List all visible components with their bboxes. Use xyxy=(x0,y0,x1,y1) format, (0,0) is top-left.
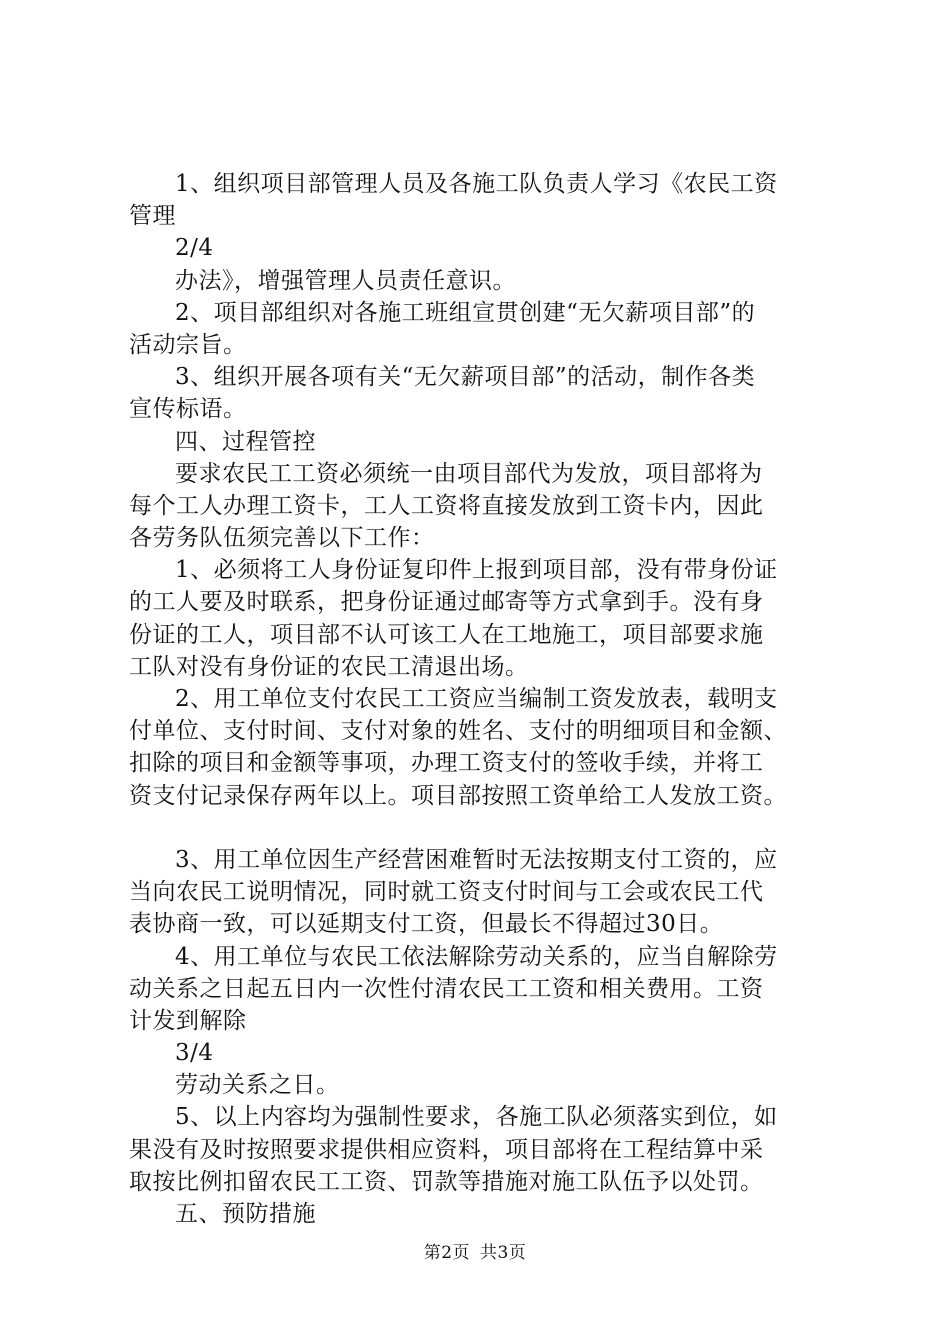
text-line: 五、预防措施 xyxy=(175,1201,316,1227)
text-line: 付单位、支付时间、支付对象的姓名、支付的明细项目和金额、 xyxy=(129,718,787,745)
text-line: 2、用工单位支付农民工工资应当编制工资发放表，载明支 xyxy=(175,686,778,712)
document-body xyxy=(129,168,849,1230)
text-line: 5、以上内容均为强制性要求，各施工队必须落实到位，如 xyxy=(175,1104,778,1131)
text-line: 1、必须将工人身份证复印件上报到项目部，没有带身份证 xyxy=(175,557,778,584)
text-line: 计发到解除 xyxy=(129,1007,247,1034)
blank-line xyxy=(129,812,849,844)
text-line: 3/4 xyxy=(175,1040,214,1067)
text-line: 每个工人办理工资卡，工人工资将直接发放到工资卡内，因此 xyxy=(129,492,764,519)
text-line: 各劳务队伍须完善以下工作： xyxy=(129,525,435,552)
page-footer xyxy=(0,1242,950,1264)
text-line: 工队对没有身份证的农民工清退出场。 xyxy=(129,653,529,680)
text-line: 份证的工人，项目部不认可该工人在工地施工，项目部要求施 xyxy=(129,621,764,648)
text-line: 资支付记录保存两年以上。项目部按照工资单给工人发放工资。 xyxy=(129,782,787,809)
text-line: 劳动关系之日。 xyxy=(175,1072,340,1099)
text-line: 的工人要及时联系，把身份证通过邮寄等方式拿到手。没有身 xyxy=(129,589,764,616)
text-line: 管理 xyxy=(129,203,176,230)
text-line: 扣除的项目和金额等事项，办理工资支付的签收手续，并将工 xyxy=(129,750,764,777)
text-line: 办法》，增强管理人员责任意识。 xyxy=(175,267,516,294)
text-line: 表协商一致，可以延期支付工资，但最长不得超过30日。 xyxy=(129,911,724,938)
text-line: 果没有及时按照要求提供相应资料，项目部将在工程结算中采 xyxy=(129,1136,764,1163)
text-line: 要求农民工工资必须统一由项目部代为发放，项目部将为 xyxy=(175,460,763,487)
text-line: 宣传标语。 xyxy=(129,396,247,423)
text-line: 取按比例扣留农民工工资、罚款等措施对施工队伍予以处罚。 xyxy=(129,1168,764,1195)
text-line: 当向农民工说明情况，同时就工资支付时间与工会或农民工代 xyxy=(129,879,764,906)
page-number: 第2页 xyxy=(423,1243,471,1263)
text-line: 动关系之日起五日内一次性付清农民工工资和相关费用。工资 xyxy=(129,975,764,1002)
text-line: 四、过程管控 xyxy=(175,428,316,455)
text-line: 1、组织项目部管理人员及各施工队负责人学习《农民工资 xyxy=(175,171,778,197)
total-pages: 共3页 xyxy=(479,1243,527,1263)
text-line: 4、用工单位与农民工依法解除劳动关系的，应当自解除劳 xyxy=(175,943,778,970)
text-line: 2、项目部组织对各施工班组宣贯创建“无欠薪项目部”的 xyxy=(175,299,756,326)
text-line: 3、用工单位因生产经营困难暂时无法按期支付工资的，应 xyxy=(175,846,778,873)
text-line: 2/4 xyxy=(175,235,214,262)
text-line: 活动宗旨。 xyxy=(129,331,247,358)
text-line: 3、组织开展各项有关“无欠薪项目部”的活动，制作各类 xyxy=(175,364,756,391)
